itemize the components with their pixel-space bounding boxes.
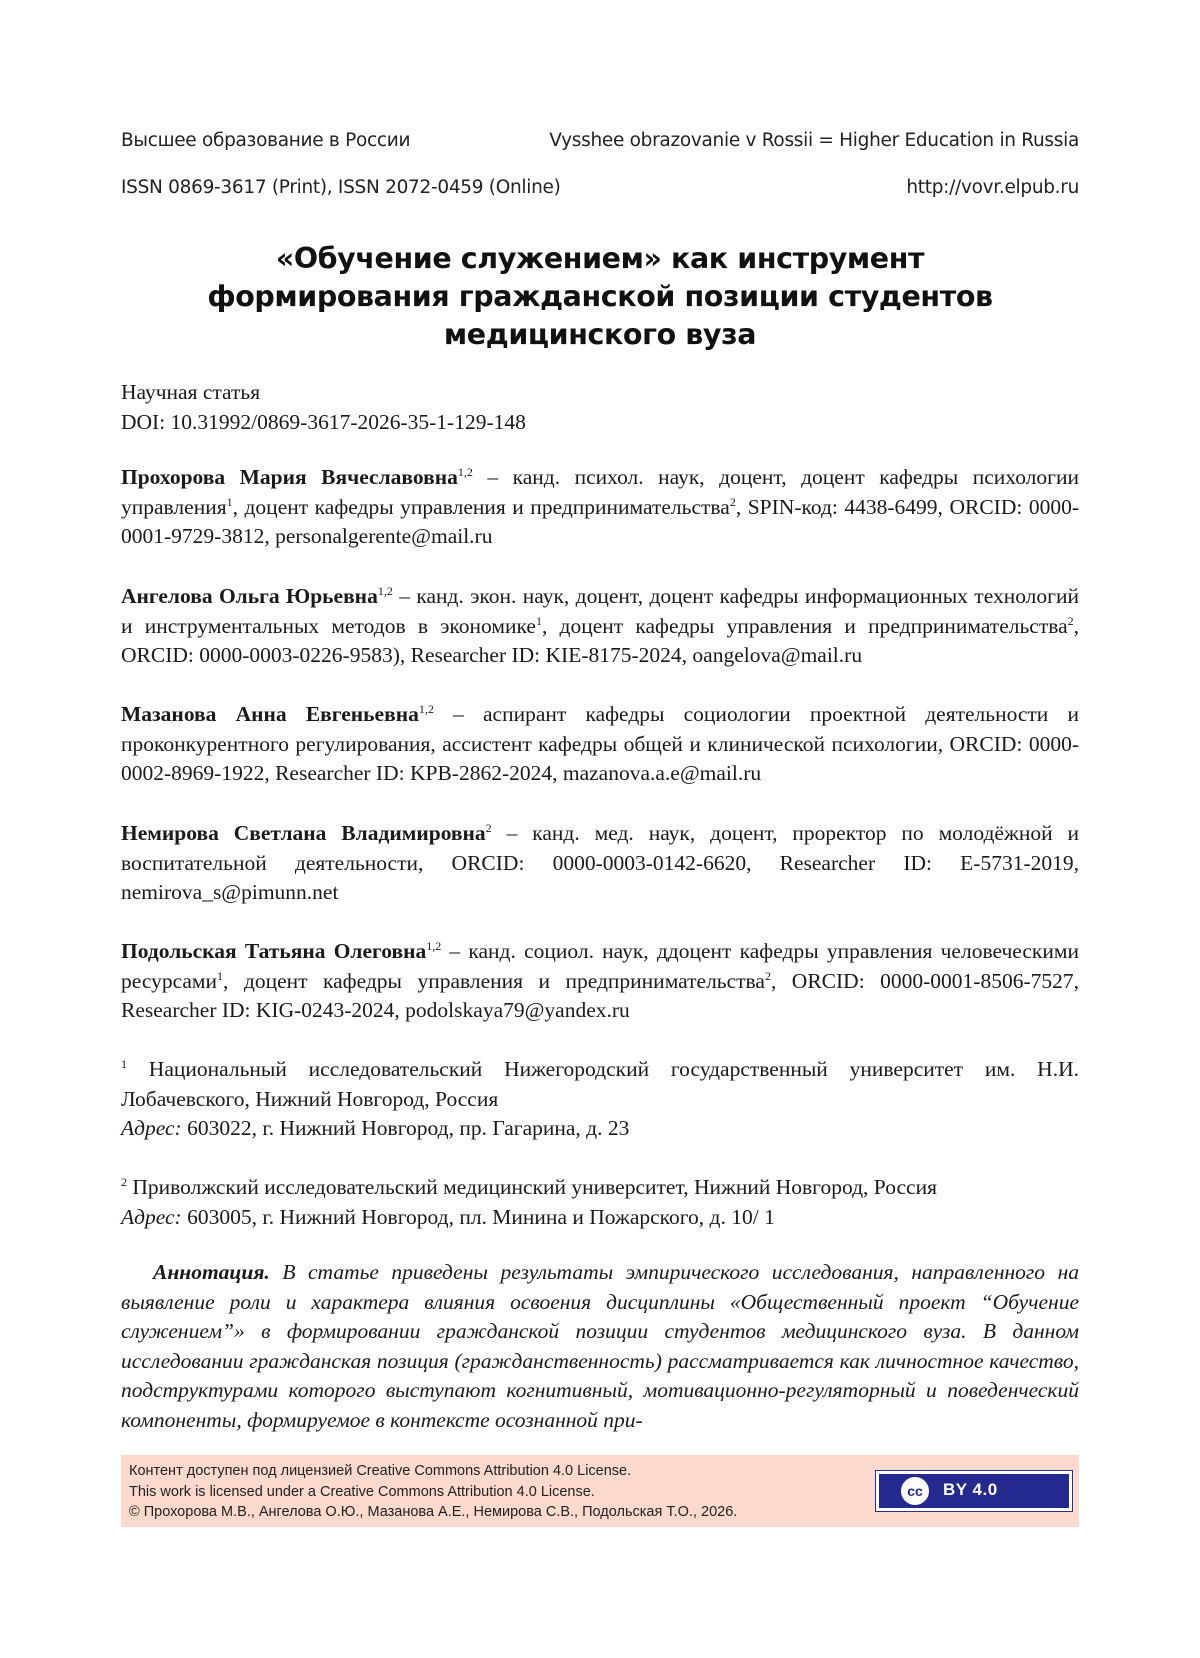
title-line: формирования гражданской позиции студентов: [207, 280, 993, 313]
author-entry: [121, 937, 1079, 1026]
journal-name-ru: Высшее образование в России: [121, 130, 411, 151]
cc-badge-inner: [879, 1474, 1069, 1508]
author-name: Мазанова Анна Евгеньевна: [121, 702, 419, 726]
abstract: [121, 1258, 1079, 1435]
address-label: Адрес:: [121, 1116, 182, 1140]
journal-name-en: Vysshee obrazovanie v Rossii = Higher Education in Russia: [549, 130, 1079, 151]
author-name: Подольская Татьяна Олеговна: [121, 939, 427, 963]
affiliation-mark: 1: [535, 613, 542, 628]
author-affiliation-mark: 1,2: [426, 938, 442, 953]
author-info: – канд. социол. наук, ддоцент кафедры управления человеческими ресурсами: [121, 939, 1079, 993]
author-affiliation-mark: 2: [485, 820, 492, 835]
author-entry: [121, 700, 1079, 789]
article-title: [121, 240, 1079, 354]
affiliation-mark: 2: [764, 968, 771, 983]
author-info: , SPIN-код: 4438-6499, ORCID: 0000-0001-9729-3812, personalgerente@mail.ru: [121, 494, 1080, 548]
license-box: [121, 1455, 1079, 1527]
author-info: – аспирант кафедры социологии проектной деятельности и проконкурентного регулирования, ассистент кафедры общей и клинической психологии, ORCID: 0000-0002-8969-1922, Researcher ID: KPB-2862-2024, mazanova.a.e@mail.ru: [121, 702, 1079, 785]
author-affiliation-mark: 1,2: [457, 464, 473, 479]
affiliation: [121, 1173, 1079, 1232]
affiliation-mark: 2: [729, 494, 736, 509]
author-info: , доцент кафедры управления и предпринимательства: [223, 968, 765, 993]
affiliation-name: Приволжский исследовательский медицинский университет, Нижний Новгород, Россия: [127, 1175, 937, 1199]
cc-badge-text: BY 4.0: [943, 1480, 998, 1499]
address: 603005, г. Нижний Новгород, пл. Минина и Пожарского, д. 10/ 1: [181, 1204, 775, 1229]
affiliation: [121, 1055, 1079, 1144]
affiliation-number: 2: [121, 1174, 127, 1189]
title-line: «Обучение служением» как инструмент: [275, 242, 925, 275]
article-type: Научная статья: [121, 380, 261, 404]
license-line-en: This work is licensed under a Creative Commons Attribution 4.0 License.: [129, 1483, 595, 1500]
address-label: Адрес:: [121, 1204, 182, 1229]
author-name: Немирова Светлана Владимировна: [121, 821, 486, 845]
author-info: – канд. психол. наук, доцент, доцент кафедры психологии управления: [121, 465, 1079, 519]
author-entry: [121, 819, 1079, 908]
author-info: – канд. экон. наук, доцент, доцент кафедры информационных технологий и инструментальных методов в экономике: [121, 584, 1079, 638]
author-entry: [121, 582, 1079, 671]
affiliation-name: Национальный исследовательский Нижегородский государственный университет им. Н.И. Лобачевского, Нижний Новгород, Россия: [121, 1057, 1079, 1111]
copyright-line: © Прохорова М.В., Ангелова О.Ю., Мазанова А.Е., Немирова С.В., Подольская Т.О., 2026.: [129, 1504, 738, 1520]
author-affiliation-mark: 1,2: [418, 701, 434, 716]
cc-logo-icon: cc: [901, 1477, 929, 1505]
running-header: [121, 130, 1079, 151]
affiliation-number: 1: [121, 1056, 127, 1071]
article-meta: [121, 378, 1079, 437]
affiliation-mark: 1: [217, 968, 224, 983]
author-name: Ангелова Ольга Юрьевна: [121, 584, 378, 608]
title-line: медицинского вуза: [443, 318, 757, 351]
abstract-text: В статье приведены результаты эмпирического исследования, направленного на выявление роли и характера влияния освоения дисциплины «Общественный проект “Обучение служением”» в формировании гражданской позиции студентов медицинского вуза. В данном исследовании гражданская позиция (гражданственность) рассматривается как личностное качество, подструктурами которого выступают когнитивный, мотивационно-регуляторный и поведенческий компоненты, формируемое в контексте осознанной при-: [121, 1260, 1079, 1432]
issn: ISSN 0869-3617 (Print), ISSN 2072-0459 (Online): [121, 177, 561, 198]
license-line-ru: Контент доступен под лицензией Creative Commons Attribution 4.0 License.: [129, 1463, 632, 1479]
author-info: , ORCID: 0000-0001-8506-7527, Researcher ID: KIG-0243-2024, podolskaya79@yandex.ru: [121, 968, 1079, 1022]
author-info: , доцент кафедры управления и предпринимательства: [541, 613, 1068, 638]
author-info: , доцент кафедры управления и предпринимательства: [232, 494, 730, 519]
issn-row: [121, 177, 1079, 198]
affiliation-mark: 2: [1067, 613, 1074, 628]
address: 603022, г. Нижний Новгород, пр. Гагарина, д. 23: [181, 1116, 630, 1140]
cc-by-badge[interactable]: [875, 1470, 1073, 1512]
license-text: [129, 1461, 737, 1523]
affiliation-mark: 1: [226, 494, 233, 509]
abstract-label: Аннотация.: [153, 1260, 270, 1284]
author-affiliation-mark: 1,2: [377, 583, 393, 598]
doi[interactable]: DOI: 10.31992/0869-3617-2026-35-1-129-148: [121, 409, 526, 434]
author-info: , ORCID: 0000-0003-0226-9583), Researcher ID: KIE-8175-2024, oangelova@mail.ru: [121, 613, 1079, 667]
author-info: – канд. мед. наук, доцент, проректор по молодёжной и воспитательной деятельности, ORCID: 0000-0003-0142-6620, Researcher ID: E-5731-2019, nemirova_s@pimunn.net: [121, 821, 1080, 904]
journal-url[interactable]: http://vovr.elpub.ru: [906, 177, 1079, 198]
author-name: Прохорова Мария Вячеславовна: [121, 465, 458, 489]
author-entry: [121, 463, 1079, 552]
